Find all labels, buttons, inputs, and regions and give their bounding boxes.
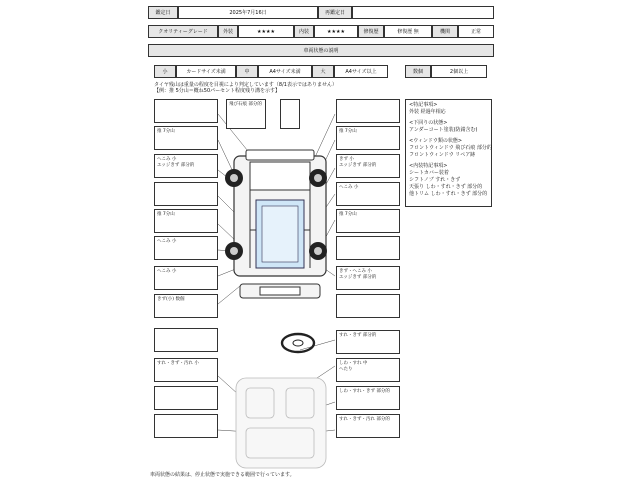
reinspection-date-value	[352, 6, 494, 19]
special-notes-title-1: <特記事項>	[409, 102, 438, 108]
odometer-label: 機関	[432, 25, 458, 38]
left-box-7: へこみ 小	[154, 266, 218, 290]
legend-large: 大	[312, 65, 334, 78]
quality-grade-label: クオリティーグレード	[148, 25, 218, 38]
inspection-date-label: 鑑定日	[148, 6, 178, 19]
legend-medium: 中	[236, 65, 258, 78]
right-box-1	[336, 99, 400, 123]
special-notes-panel	[405, 99, 492, 207]
left-box-10: すれ・きず・汚れ 小	[154, 358, 218, 382]
exterior-label: 外装	[218, 25, 238, 38]
interior-rating: ★★★★	[314, 25, 358, 38]
left-box-9	[154, 328, 218, 352]
right-box-5: 推 7分山	[336, 209, 400, 233]
legend-medium-desc: A4サイズ未満	[258, 65, 312, 78]
right-box-7: きず・へこみ 小 エッジきず 部分的	[336, 266, 400, 290]
top-box-1: 飛び石痕 部分的	[226, 99, 266, 129]
right-box-6	[336, 236, 400, 260]
left-box-12	[154, 414, 218, 438]
section-title: 車両状態の説明	[148, 44, 494, 57]
interior-label: 内装	[294, 25, 314, 38]
left-box-6: へこみ 小	[154, 236, 218, 260]
special-notes-line-4c: 天張り しわ・すれ・きず 部分的	[409, 184, 483, 190]
special-notes-line-4a: シートカバー装着	[409, 170, 449, 176]
special-notes-line-3a: フロントウィンドウ 飛び石痕 部分的	[409, 145, 492, 151]
right-box-10: しわ・すれ 中 へたり	[336, 358, 400, 382]
repair-history-label: 修復歴	[358, 25, 384, 38]
special-notes-title-4: <内装特記事項>	[409, 163, 448, 169]
left-box-3: へこみ 小 エッジきず 部分的	[154, 154, 218, 178]
reinspection-date-label: 再鑑定日	[318, 6, 352, 19]
inspection-date-value: 2025年7月16日	[178, 6, 318, 19]
right-box-9: すれ・きず 部分的	[336, 330, 400, 354]
special-notes-line-4b: シフトノブ すれ・きず	[409, 177, 461, 183]
right-box-4: へこみ 小	[336, 182, 400, 206]
special-notes-line-2: アンダーコート塗装(防錆含む)	[409, 127, 478, 133]
right-box-11: しわ・すれ・きず 部分的	[336, 386, 400, 410]
left-box-2: 推 7分山	[154, 126, 218, 150]
special-notes-title-3: <ウィンドウ類の状態>	[409, 138, 463, 144]
tire-note-2: 【例：推 5分山＝概ね50パーセント程度残り溝を示す】	[154, 88, 281, 94]
left-box-4	[154, 182, 218, 206]
special-notes-line-3b: フロントウィンドウ リペア跡	[409, 152, 476, 158]
special-notes-line-4d: 他トリム しわ・すれ・きず 部分的	[409, 191, 488, 197]
legend-large-desc: A4サイズ以上	[334, 65, 388, 78]
right-box-12: すれ・きず・汚れ 部分的	[336, 414, 400, 438]
left-box-8: きず(小) 数個	[154, 294, 218, 318]
legend-count-desc: 2個以上	[431, 65, 487, 78]
top-box-2	[280, 99, 300, 129]
special-notes-line-1: 外装 経過年相応	[409, 109, 446, 115]
special-notes-title-2: <下回りの状態>	[409, 120, 448, 126]
left-box-5: 推 7分山	[154, 209, 218, 233]
repair-history-value: 修復歴 無	[384, 25, 432, 38]
odometer-value: 正常	[458, 25, 494, 38]
legend-small-desc: カードサイズ未満	[176, 65, 236, 78]
exterior-rating: ★★★★	[238, 25, 294, 38]
right-box-8	[336, 294, 400, 318]
legend-small: 小	[154, 65, 176, 78]
legend-count-label: 数個	[405, 65, 431, 78]
left-box-1	[154, 99, 218, 123]
left-box-11	[154, 386, 218, 410]
footer-note: 車両状態の結果は、停止状態で実施できる範囲で行っています。	[150, 472, 295, 478]
right-box-3: きず 小 エッジきず 部分的	[336, 154, 400, 178]
tire-note-1: タイヤ残山は重量の程度を目視により判定しています（8/1表示ではありません）	[154, 82, 337, 88]
right-box-2: 推 7分山	[336, 126, 400, 150]
